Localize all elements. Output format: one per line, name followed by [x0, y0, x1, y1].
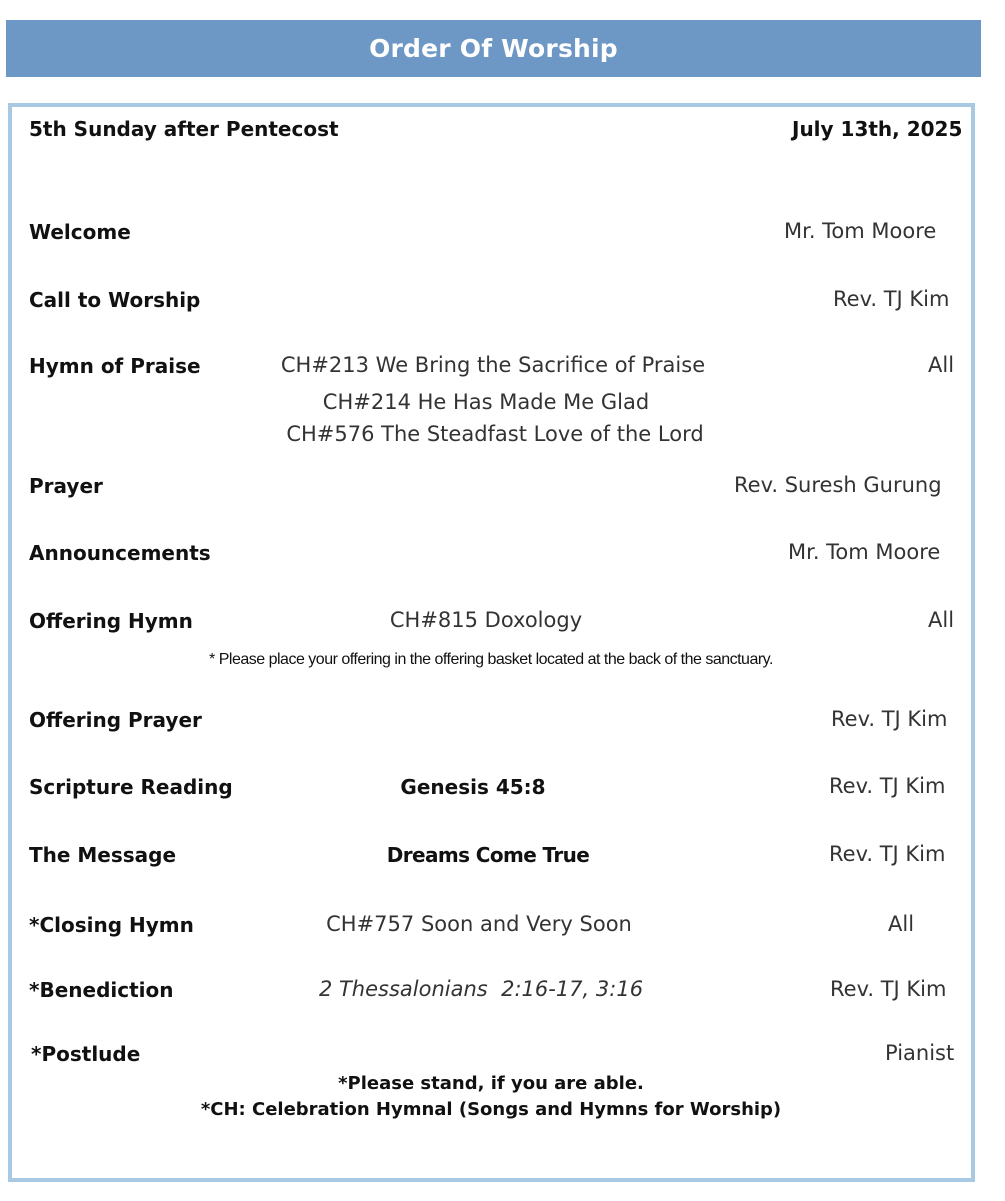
- item-leader-benediction: Rev. TJ Kim: [830, 977, 947, 1001]
- footer-hymnal-note: *CH: Celebration Hymnal (Songs and Hymns for Worship): [200, 1099, 782, 1120]
- item-label-scripture-reading: Scripture Reading: [29, 775, 233, 799]
- benediction-scripture: 2 Thessalonians 2:16-17, 3:16: [318, 977, 644, 1001]
- item-leader-announcements: Mr. Tom Moore: [788, 540, 941, 564]
- item-leader-scripture-reading: Rev. TJ Kim: [829, 774, 946, 798]
- hymn-of-praise-song-1: CH#213 We Bring the Sacrifice of Praise: [280, 353, 706, 377]
- item-leader-closing-hymn: All: [888, 912, 915, 936]
- item-leader-postlude: Pianist: [885, 1041, 955, 1065]
- item-label-closing-hymn: *Closing Hymn: [29, 913, 194, 937]
- item-label-welcome: Welcome: [29, 220, 131, 244]
- scripture-reference: Genesis 45:8: [400, 775, 546, 799]
- item-label-prayer: Prayer: [29, 474, 103, 498]
- item-label-offering-hymn: Offering Hymn: [29, 609, 193, 633]
- item-leader-the-message: Rev. TJ Kim: [829, 842, 946, 866]
- service-date: July 13th, 2025: [792, 117, 963, 141]
- closing-hymn-song: CH#757 Soon and Very Soon: [326, 912, 632, 936]
- item-label-call-to-worship: Call to Worship: [29, 288, 201, 312]
- item-leader-offering-hymn: All: [928, 608, 955, 632]
- page-title: Order Of Worship: [369, 34, 618, 63]
- item-label-the-message: The Message: [29, 843, 177, 867]
- sermon-title: Dreams Come True: [386, 843, 590, 867]
- service-occasion: 5th Sunday after Pentecost: [29, 117, 339, 141]
- item-label-hymn-of-praise: Hymn of Praise: [29, 354, 201, 378]
- header-bar: [6, 20, 981, 77]
- hymn-of-praise-song-3: CH#576 The Steadfast Love of the Lord: [286, 422, 704, 446]
- hymn-of-praise-song-2: CH#214 He Has Made Me Glad: [322, 390, 650, 414]
- item-leader-call-to-worship: Rev. TJ Kim: [833, 287, 950, 311]
- item-leader-prayer: Rev. Suresh Gurung: [734, 473, 942, 497]
- item-leader-hymn-of-praise: All: [928, 353, 955, 377]
- offering-note: * Please place your offering in the offering basket located at the back of the sanctuary.: [209, 651, 773, 668]
- item-label-offering-prayer: Offering Prayer: [29, 708, 202, 732]
- bulletin-frame: [8, 103, 975, 1182]
- item-label-benediction: *Benediction: [29, 978, 174, 1002]
- offering-hymn-song: CH#815 Doxology: [389, 608, 583, 632]
- footer-stand-note: *Please stand, if you are able.: [338, 1073, 644, 1094]
- item-leader-welcome: Mr. Tom Moore: [784, 219, 937, 243]
- item-label-announcements: Announcements: [29, 541, 211, 565]
- item-label-postlude: *Postlude: [31, 1042, 141, 1066]
- item-leader-offering-prayer: Rev. TJ Kim: [831, 707, 948, 731]
